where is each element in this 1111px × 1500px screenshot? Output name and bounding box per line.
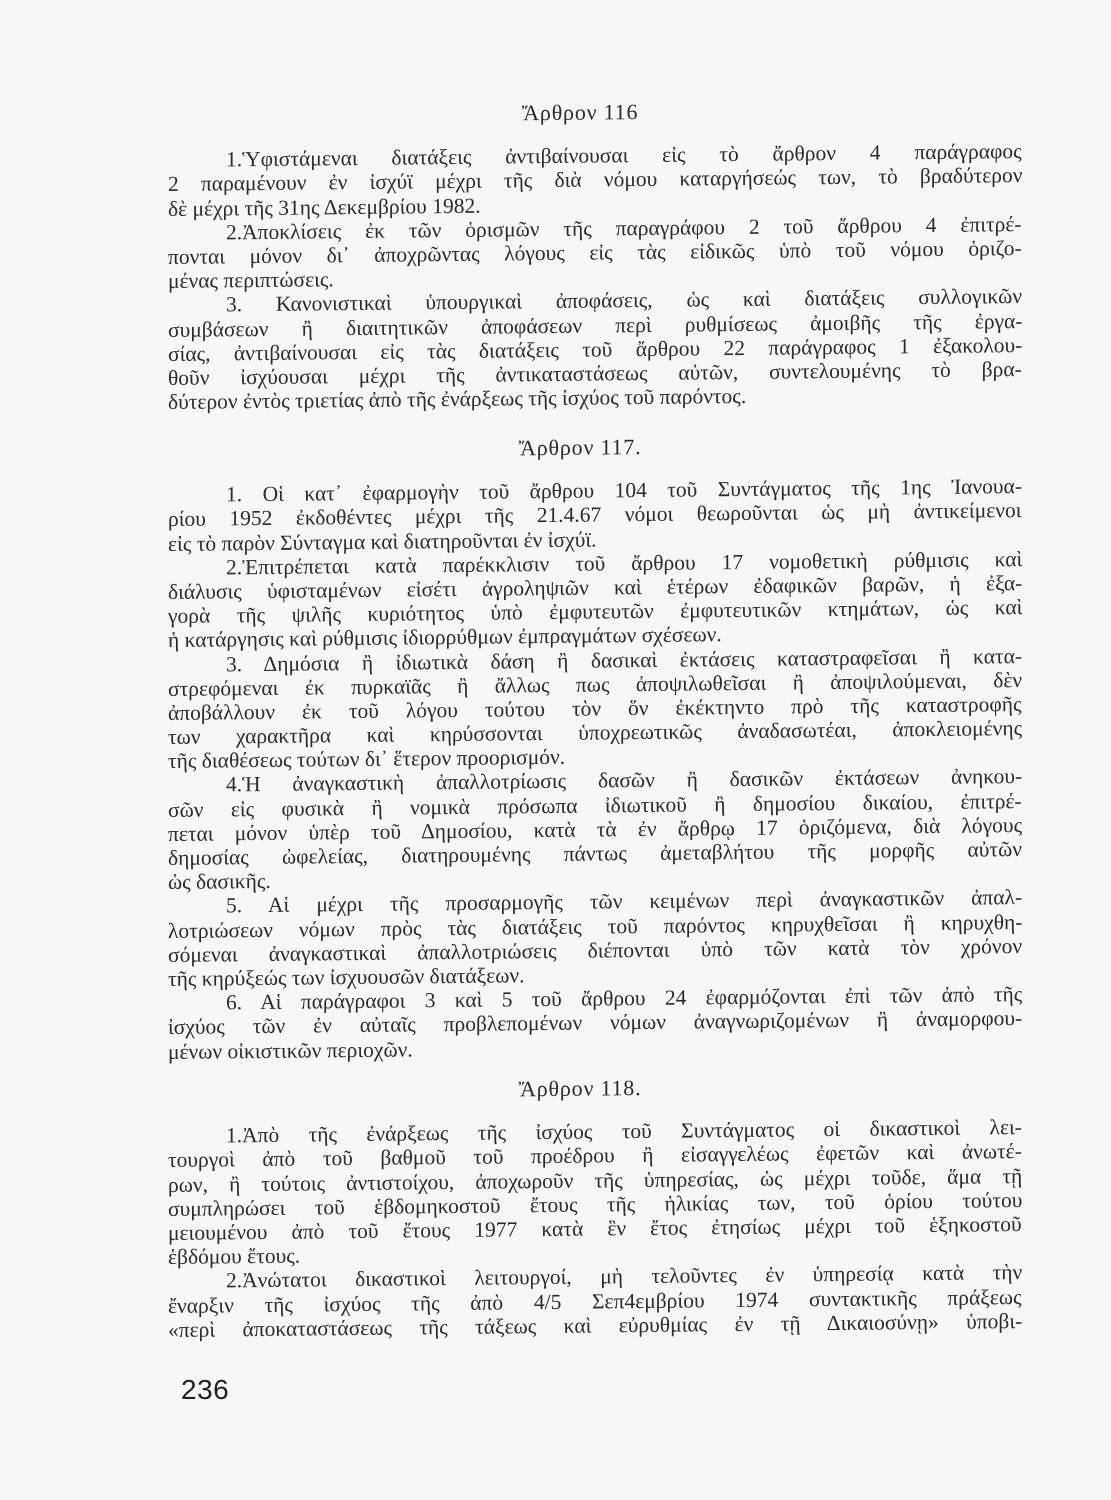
text-line: 3. Κανονιστικαὶ ὑπουργικαὶ ἀποφάσεις, ὡς καὶ διατάξεις συλλογικῶν: [226, 284, 1023, 317]
paragraph: [168, 547, 1022, 653]
text-line: ἡ κατάργησις καὶ ρύθμισις ἰδιορρύθμων ἐμπραγμάτων σχέσεων.: [168, 622, 722, 653]
text-line: δύτερον ἐντὸς τριετίας ἀπὸ τῆς ἐνάρξεως τῆς ἰσχύος τοῦ παρόντος.: [168, 384, 747, 415]
paragraph: [168, 139, 1022, 221]
text-line: συμπληρώσει τοῦ ἑβδομηκοστοῦ ἔτους τῆς ἡλικίας των, τοῦ ὁρίου τούτου: [168, 1187, 1023, 1221]
text-line: ἰσχύος τῶν ἐν αὐταῖς προβλεπομένων νόμων ἀναγνωριζομένων ἢ ἀναμορφου-: [168, 1006, 1023, 1040]
text-line: τουργοὶ ἀπὸ τοῦ βαθμοῦ τοῦ προέδρου ἢ εἰσαγγελέως ἐφετῶν καὶ ἀνωτέ-: [168, 1139, 1022, 1173]
article-body: [168, 474, 1022, 1063]
text-line: 1. Οἱ κατ᾽ ἐφαρμογὴν τοῦ ἄρθρου 104 τοῦ Συντάγματος τῆς 1ης Ἰανουα-: [226, 474, 1022, 507]
text-line: 2.Ἀνώτατοι δικαστικοὶ λειτουργοί, μὴ τελοῦντες ἐν ὑπηρεσίᾳ κατὰ τὴν: [226, 1260, 1023, 1293]
text-line: δημοσίας ὠφελείας, διατηρουμένης πάντως ἀμεταβλήτου τῆς μορφῆς αὐτῶν: [168, 837, 1022, 870]
text-line: λοτριώσεων νόμων πρὸς τὰς διατάξεις τοῦ παρόντος κηρυχθεῖσαι ἢ κηρυχθη-: [168, 909, 1023, 943]
text-line: σῶν εἰς φυσικὰ ἢ νομικὰ πρόσωπα ἰδιωτικοῦ ἢ δημοσίου δικαίου, ἐπιτρέ-: [168, 788, 1022, 822]
text-line: διάλυσις ὑφισταμένων εἰσέτι ἀγροληψιῶν καὶ ἑτέρων ἐδαφικῶν βαρῶν, ἡ ἐξα-: [168, 570, 1023, 604]
article-118: [168, 1072, 1022, 1342]
text-line: στρεφόμεναι ἐκ πυρκαϊᾶς ἢ ἄλλως πως ἀποψιλωθεῖσαι ἢ ἀποψιλούμεναι, δὲν: [168, 667, 1023, 701]
text-line: «περὶ ἀποκαταστάσεως τῆς τάξεως καὶ εὐρυθμίας ἐν τῇ Δικαιοσύνῃ» ὑποβι-: [168, 1308, 1023, 1342]
text-column: [168, 0, 1022, 1500]
paragraph: [168, 1260, 1022, 1342]
text-line: ὡς δασικῆς.: [168, 869, 271, 895]
text-line: σόμεναι ἀναγκαστικαὶ ἀπαλλοτριώσεις διέπονται ὑπὸ τῶν κατὰ τὸν χρόνον: [168, 933, 1023, 967]
article-heading: Ἄρθρον 118.: [518, 1075, 642, 1102]
text-line: σίας, ἀντιβαίνουσαι εἰς τὰς διατάξεις τοῦ ἄρθρου 22 παράγραφος 1 ἐξακολου-: [168, 332, 1023, 366]
text-line: ἑβδόμου ἔτους.: [168, 1243, 301, 1270]
text-line: τῆς κηρύξεώς των ἰσχυουσῶν διατάξεων.: [168, 963, 525, 991]
text-line: τῆς διαθέσεως τούτων δι᾽ ἕτερον προορισμόν.: [168, 745, 566, 774]
text-line: πονται μόνον δι᾽ ἀποχρῶντας λόγους εἰς τὰς εἰδικῶς ὑπὸ τοῦ νόμου ὁριζο-: [168, 235, 1022, 269]
article-116: [168, 96, 1022, 414]
article-heading: Ἄρθρον 116: [521, 99, 639, 126]
text-line: 2.Ἀποκλίσεις ἐκ τῶν ὁρισμῶν τῆς παραγράφου 2 τοῦ ἄρθρου 4 ἐπιτρέ-: [226, 211, 1022, 245]
article-body: [168, 1115, 1022, 1342]
text-line: ρων, ἢ τούτοις ἀντιστοίχου, ἀποχωροῦν τῆς ὑπηρεσίας, ὡς μέχρι τοῦδε, ἅμα τῇ: [168, 1163, 1023, 1197]
text-line: 3. Δημόσια ἢ ἰδιωτικὰ δάση ἢ δασικαὶ ἐκτάσεις καταστραφεῖσαι ἢ κατα-: [226, 643, 1023, 676]
text-line: 2.Ἐπιτρέπεται κατὰ παρέκκλισιν τοῦ ἄρθρου 17 νομοθετικὴ ρύθμισις καὶ: [226, 546, 1023, 580]
text-line: ρίου 1952 ἐκδοθέντες μέχρι τῆς 21.4.67 νόμοι θεωροῦνται ὡς μὴ ἀντικείμενοι: [168, 498, 1022, 532]
text-line: μένας περιπτώσεις.: [168, 267, 334, 294]
text-line: πεται μόνον ὑπὲρ τοῦ Δημοσίου, κατὰ τὰ ἐν ἄρθρῳ 17 ὁριζόμενα, διὰ λόγους: [168, 812, 1023, 846]
text-line: γορὰ τῆς ψιλῆς κυριότητος ὑπὸ ἐμφυτευτῶν ἐμφυτευτικῶν κτημάτων, ὡς καὶ: [168, 595, 1023, 629]
text-line: θοῦν ἰσχύουσαι μέχρι τῆς ἀντικαταστάσεως αὐτῶν, συντελουμένης τὸ βρα-: [168, 356, 1022, 390]
paragraph: [168, 474, 1022, 556]
article-heading: Ἄρθρον 117.: [518, 434, 642, 461]
page-number: 236: [181, 1374, 230, 1405]
paragraph: [168, 212, 1022, 294]
text-line: εἰς τὸ παρὸν Σύνταγμα καὶ διατηροῦνται ἐν ἰσχύϊ.: [168, 527, 597, 556]
article-117: [168, 431, 1022, 1064]
text-line: των χαρακτῆρα καὶ κηρύσσονται ὑποχρεωτικῶς ἀναδασωτέαι, ἀποκλειομένης: [168, 716, 1023, 750]
paragraph: [168, 644, 1022, 774]
text-line: 1.Ἀπὸ τῆς ἐνάρξεως τῆς ἰσχύος τοῦ Συντάγματος οἱ δικαστικοὶ λει-: [226, 1115, 1022, 1148]
paragraph: [168, 982, 1022, 1064]
text-line: 6. Αἱ παράγραφοι 3 καὶ 5 τοῦ ἄρθρου 24 ἐφαρμόζονται ἐπὶ τῶν ἀπὸ τῆς: [226, 982, 1023, 1015]
text-line: μένων οἰκιστικῶν περιοχῶν.: [168, 1036, 413, 1064]
paragraph: [168, 764, 1022, 894]
text-line: ἔναρξιν τῆς ἰσχύος τῆς ἀπὸ 4/5 Σεπ4εμβρίου 1974 συντακτικῆς πράξεως: [168, 1284, 1022, 1318]
text-line: ἀποβάλλουν ἐκ τοῦ λόγου τούτου τὸν ὅν ἐκέκτηντο πρὸ τῆς καταστροφῆς: [168, 691, 1022, 725]
text-line: μειουμένου ἀπὸ τοῦ ἔτους 1977 κατὰ ἓν ἔτος ἐτησίως μέχρι τοῦ ἑξηκοστοῦ: [168, 1211, 1022, 1245]
text-line: 5. Αἱ μέχρι τῆς προσαρμογῆς τῶν κειμένων περὶ ἀναγκαστικῶν ἀπαλ-: [226, 885, 1023, 918]
article-body: [168, 139, 1022, 414]
paragraph: [168, 885, 1022, 991]
paragraph: [168, 1115, 1022, 1269]
text-line: δὲ μέχρι τῆς 31ης Δεκεμβρίου 1982.: [168, 193, 481, 221]
text-line: 1.Ὑφιστάμεναι διατάξεις ἀντιβαίνουσαι εἰς τὸ ἄρθρον 4 παράγραφος: [226, 139, 1022, 172]
text-line: συμβάσεων ἢ διαιτητικῶν ἀποφάσεων περὶ ρυθμίσεως ἀμοιβῆς τῆς ἐργα-: [168, 308, 1023, 342]
paragraph: [168, 284, 1022, 414]
text-line: 4.Ἡ ἀναγκαστικὴ ἀπαλλοτρίωσις δασῶν ἢ δασικῶν ἐκτάσεων ἀνηκου-: [226, 764, 1023, 797]
text-line: 2 παραμένουν ἐν ἰσχύϊ μέχρι τῆς διὰ νόμου καταργήσεώς των, τὸ βραδύτερον: [168, 163, 1023, 197]
